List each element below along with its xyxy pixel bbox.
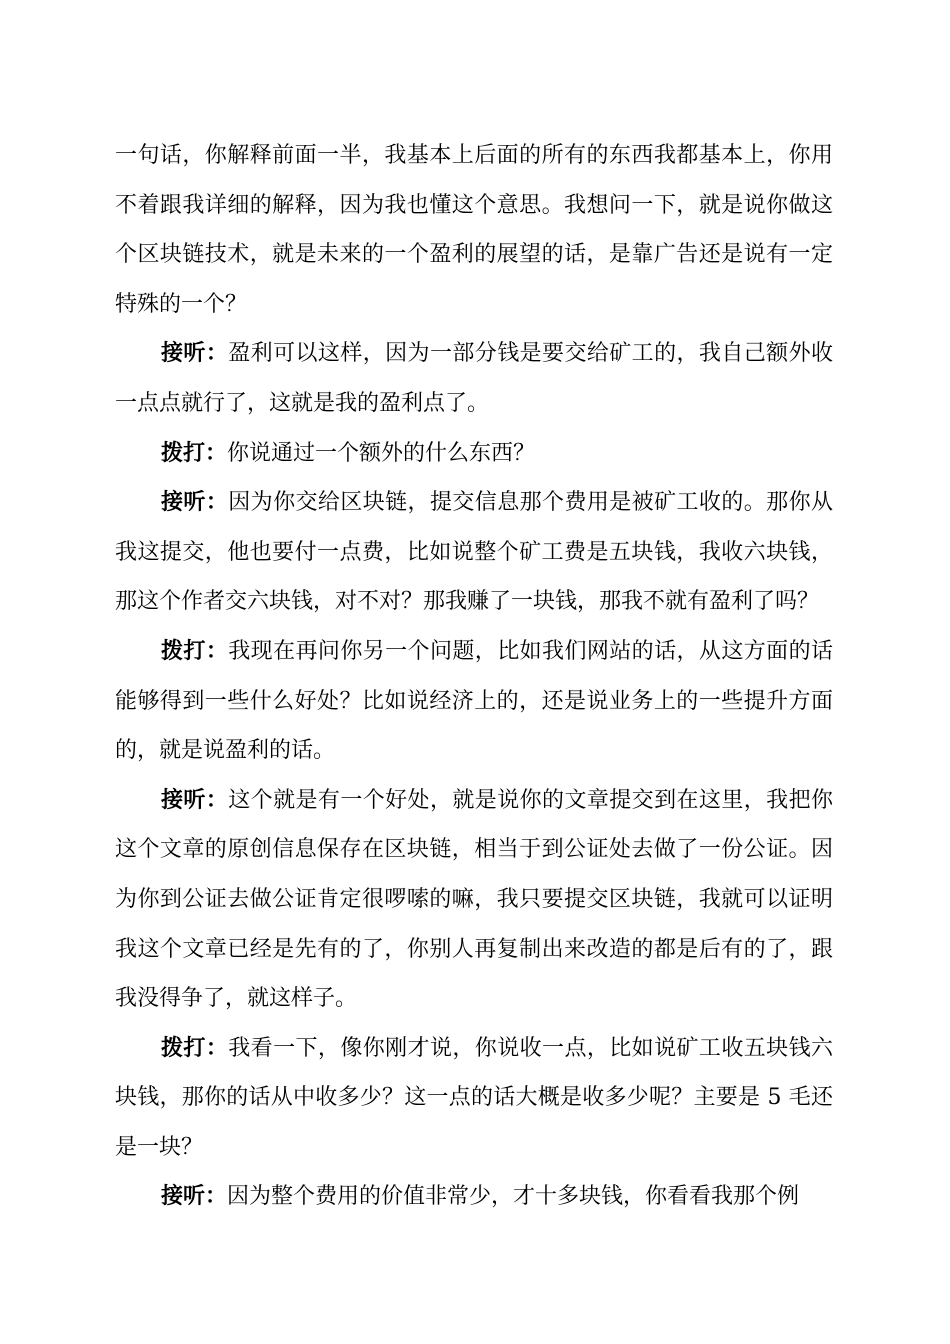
- paragraph-text: 因为整个费用的价值非常少，才十多块钱，你看看我那个例: [227, 1184, 800, 1210]
- transcript-paragraph-3: [115, 429, 833, 479]
- speaker-label: 拨打：: [161, 637, 229, 664]
- transcript-paragraph-1: [115, 131, 833, 329]
- paragraph-text: 你说通过一个额外的什么东西？: [227, 440, 536, 466]
- speaker-label: 接听：: [161, 786, 229, 813]
- speaker-label: 拨打：: [161, 439, 228, 466]
- paragraph-text: 这个就是有一个好处，就是说你的文章提交到在这里，我把你这个文章的原创信息保存在区块链，相当于到公证处去做了一份公证。因为你到公证去做公证肯定很啰嗦的嘛，我只要提交区块链，我就可以证明我这个文章已经是先有的了，你别人再复制出来改造的都是后有的了，跟我没得争了，就这样子。: [115, 787, 833, 1012]
- transcript-paragraph-6: [115, 776, 833, 1024]
- speaker-label: 接听：: [161, 489, 229, 516]
- paragraph-text: 一句话，你解释前面一半，我基本上后面的所有的东西我都基本上，你用不着跟我详细的解释，因为我也懂这个意思。我想问一下，就是说你做这个区块链技术，就是未来的一个盈利的展望的话，是靠广告还是说有一定特殊的一个？: [115, 143, 833, 317]
- speaker-label: 接听：: [161, 340, 229, 367]
- speaker-label: 拨打：: [161, 1034, 229, 1061]
- transcript-body: [115, 131, 833, 1222]
- paragraph-text: 因为你交给区块链，提交信息那个费用是被矿工收的。那你从我这提交，他也要付一点费，比如说整个矿工费是五块钱，我收六块钱，那这个作者交六块钱，对不对？那我赚了一块钱，那我不就有盈利了吗？: [115, 490, 833, 615]
- paragraph-text: 盈利可以这样，因为一部分钱是要交给矿工的，我自己额外收一点点就行了，这就是我的盈利点了。: [115, 341, 833, 416]
- transcript-paragraph-5: [115, 627, 833, 776]
- transcript-paragraph-7: [115, 1024, 833, 1173]
- speaker-label: 接听：: [161, 1183, 228, 1210]
- transcript-paragraph-8: [115, 1172, 833, 1222]
- transcript-paragraph-4: [115, 478, 833, 627]
- paragraph-text: 我现在再问你另一个问题，比如我们网站的话，从这方面的话能够得到一些什么好处？比如说经济上的，还是说业务上的一些提升方面的，就是说盈利的话。: [115, 638, 833, 764]
- transcript-paragraph-2: [115, 329, 833, 428]
- paragraph-text: 我看一下，像你刚才说，你说收一点，比如说矿工收五块钱六块钱，那你的话从中收多少？这一点的话大概是收多少呢？主要是 5 毛还是一块？: [115, 1035, 833, 1160]
